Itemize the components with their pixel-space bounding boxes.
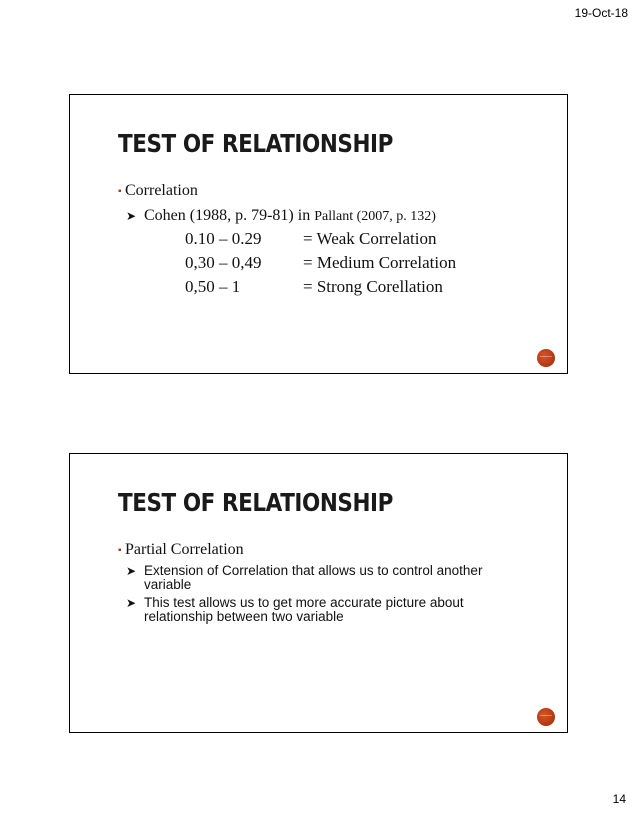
sub-bullet-text: This test allows us to get more accurate picture about relationship between two variable (144, 595, 464, 624)
sub-bullet-citation: Pallant (2007, p. 132) (314, 209, 436, 224)
page-date: 19-Oct-18 (574, 6, 628, 20)
arrow-bullet-icon: ➤ (126, 596, 137, 610)
sub-bullet-text: Cohen (1988, p. 79-81) in (144, 207, 315, 224)
range-label: = Medium Correlation (303, 253, 457, 272)
square-bullet-icon: ▪ (118, 544, 122, 556)
slide-1 (69, 94, 568, 374)
slide-title: TEST OF RELATIONSHIP (118, 129, 393, 158)
range-value: 0,30 – 0,49 (185, 253, 262, 272)
sub-bullet-item (126, 596, 506, 624)
correlation-range-row (185, 229, 525, 249)
sub-bullet-item (126, 207, 436, 225)
bullet-text: Partial Correlation (125, 541, 244, 558)
page-number: 14 (612, 792, 626, 806)
slide-2 (69, 453, 568, 733)
sub-bullet-text: Extension of Correlation that allows us to control another variable (144, 563, 483, 592)
arrow-bullet-icon: ➤ (126, 564, 137, 578)
sub-bullet-item (126, 564, 506, 592)
bullet-item (118, 182, 198, 200)
range-label: = Strong Corellation (303, 277, 443, 296)
range-value: 0.10 – 0.29 (185, 229, 262, 248)
correlation-range-row (185, 277, 525, 297)
range-label: = Weak Correlation (303, 229, 437, 248)
bullet-item (118, 541, 244, 559)
square-bullet-icon: ▪ (118, 185, 122, 197)
range-value: 0,50 – 1 (185, 277, 241, 296)
corner-circle-icon (537, 708, 555, 726)
bullet-text: Correlation (125, 182, 198, 199)
arrow-bullet-icon: ➤ (126, 209, 137, 223)
corner-circle-icon (537, 349, 555, 367)
correlation-range-row (185, 253, 525, 273)
slide-title: TEST OF RELATIONSHIP (118, 488, 393, 517)
